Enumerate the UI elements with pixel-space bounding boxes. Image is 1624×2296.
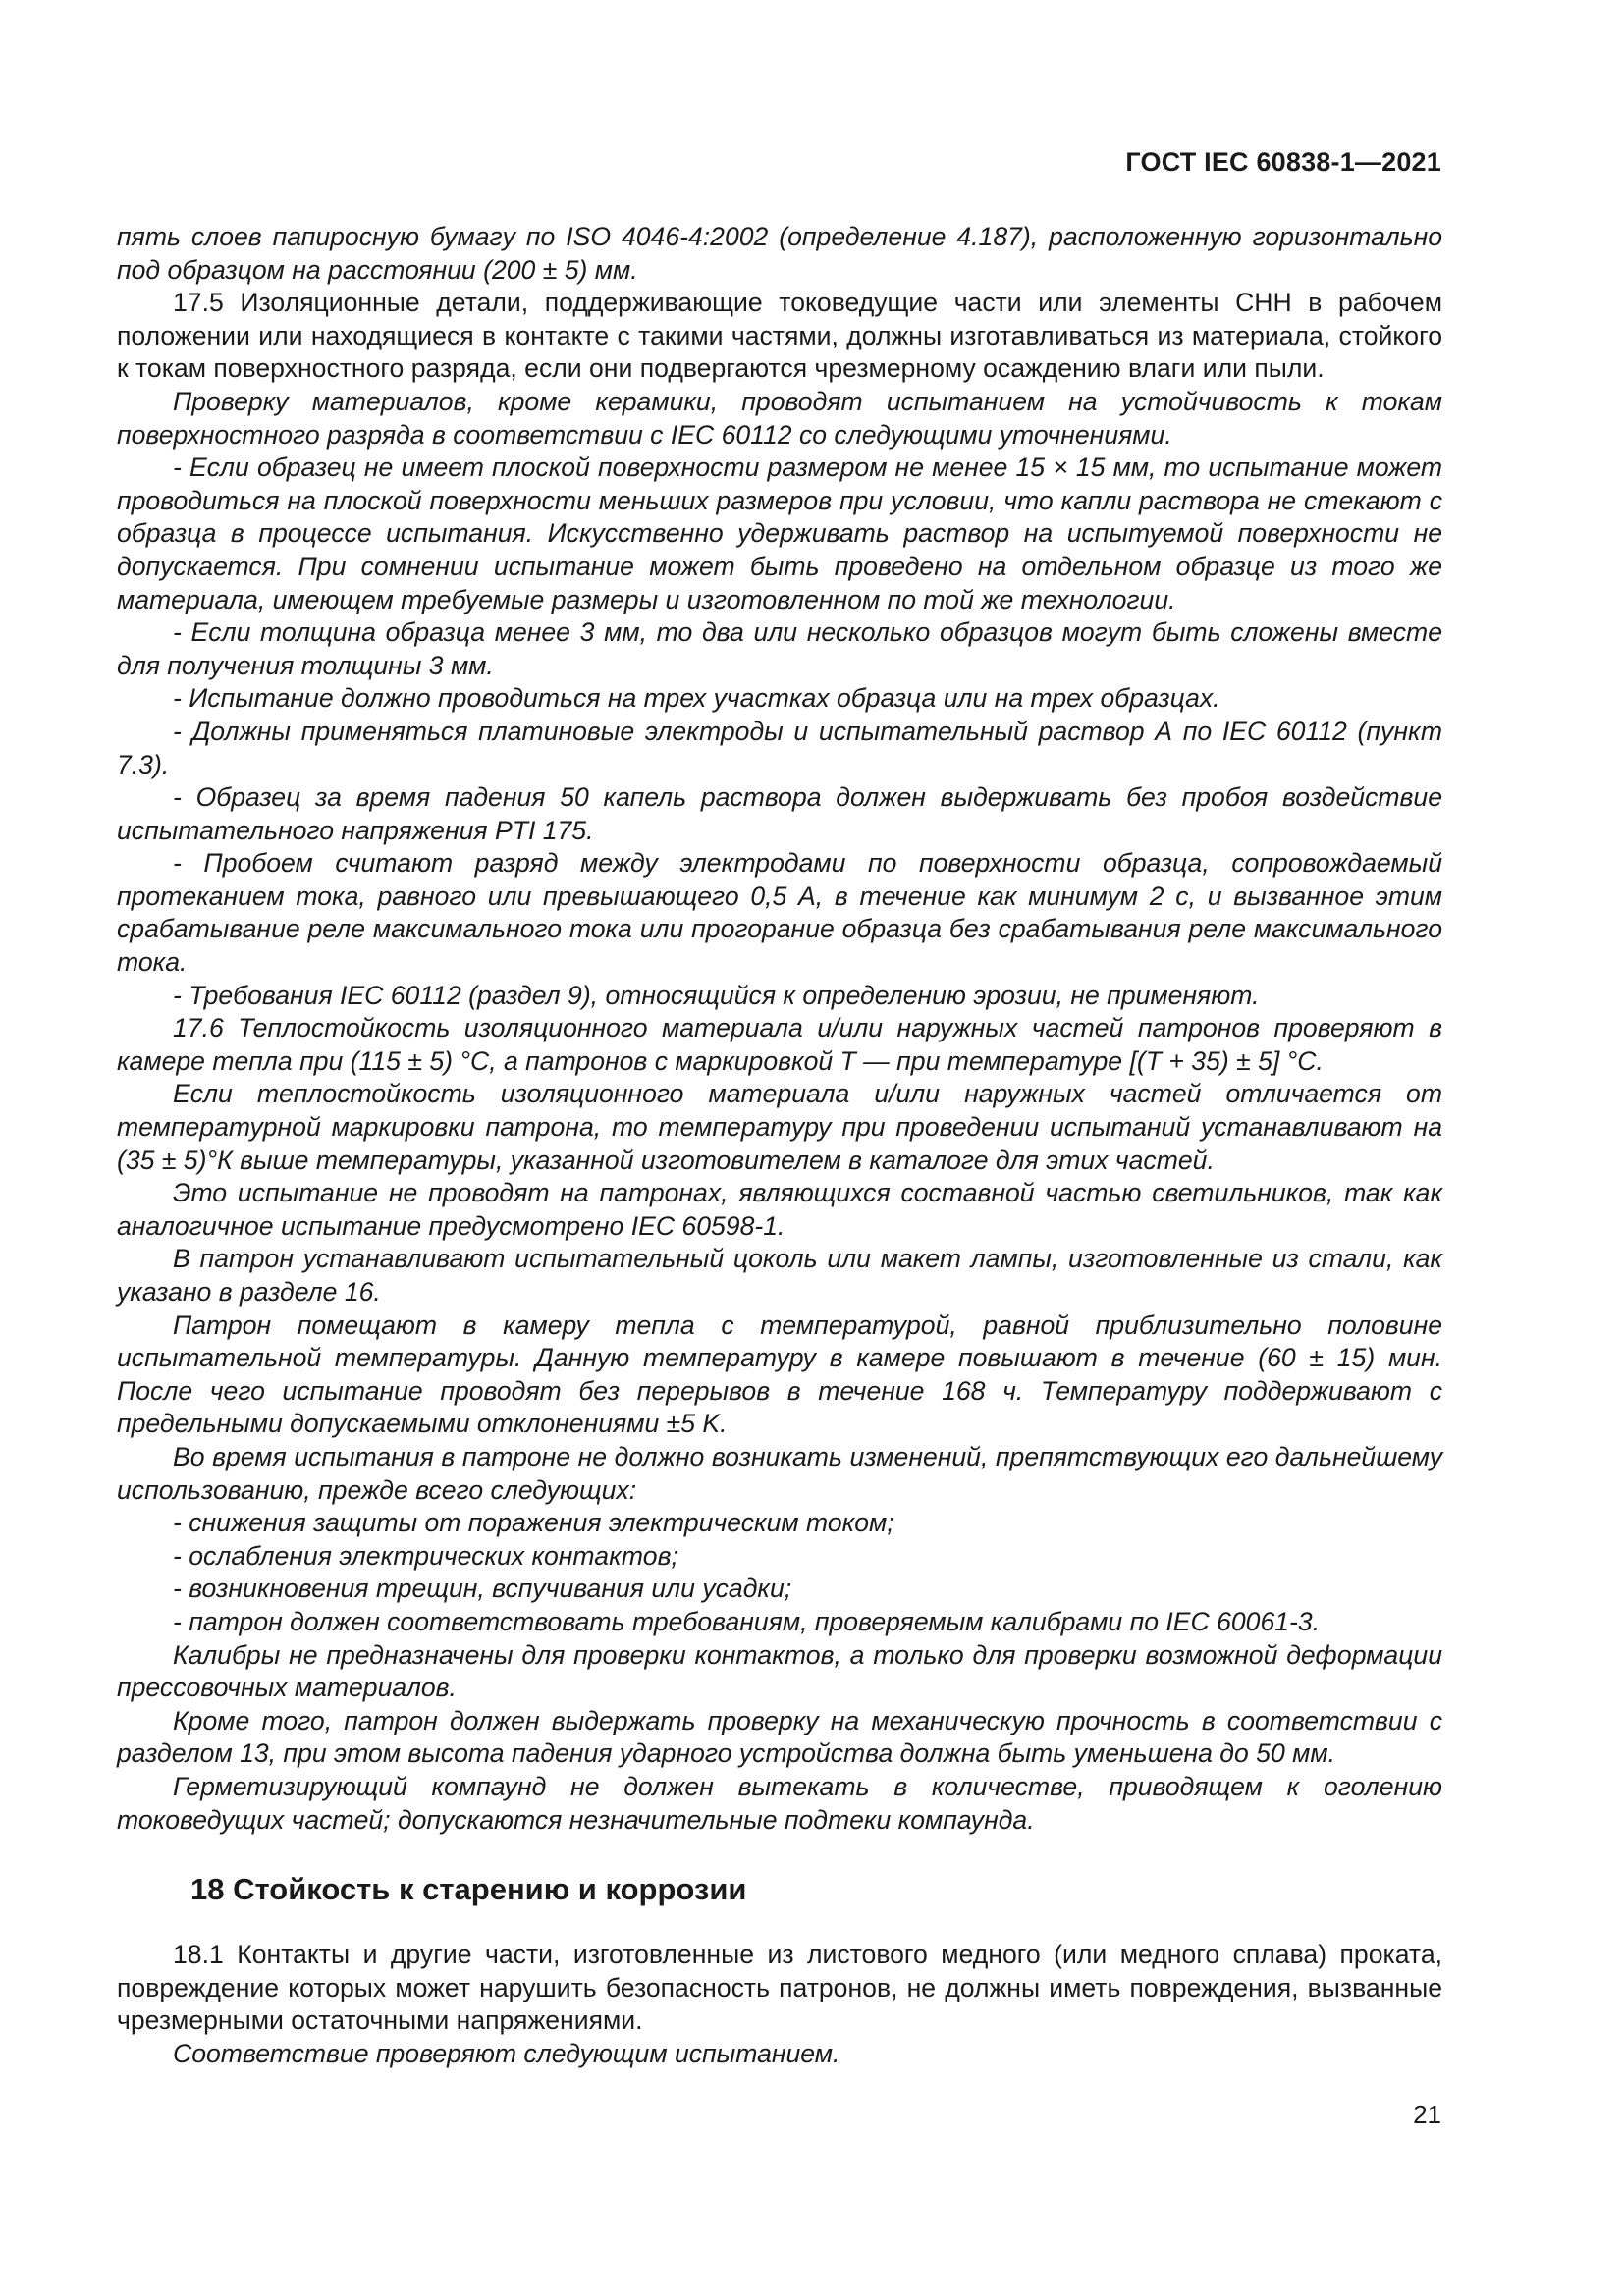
clause-17-6: 17.6 Теплостойкость изоляционного материала и/или наружных частей патронов проверяют в камере тепла при (115 ± 5) °С, а патронов с маркировкой T — при температуре [(T + 35) ± 5] °С. — [117, 1013, 1442, 1076]
list-item: - ослабления электрических контактов; — [173, 1540, 678, 1571]
list-item: - возникновения трещин, вспучивания или усадки; — [173, 1574, 792, 1604]
list-item: - Пробоем считают разряд между электродами по поверхности образца, сопровождаемый протеканием тока, равного или превышающего 0,5 А, в течение как минимум 2 с, и вызванное этим срабатывание реле максимального тока или прогорание образца без срабатывания реле максимального тока. — [117, 848, 1442, 978]
document-standard-header: ГОСТ IEC 60838-1—2021 — [1125, 147, 1441, 177]
test-method-paragraph: Проверку материалов, кроме керамики, проводят испытанием на устойчивость к токам поверхностного разряда в соответствии с IEC 60112 со следующими уточнениями. — [117, 386, 1442, 450]
paragraph: Это испытание не проводят на патронах, являющихся составной частью светильников, так как аналогичное испытание предусмотрено IEC 60598-1. — [117, 1178, 1442, 1241]
list-item: - Должны применяться платиновые электроды и испытательный раствор А по IEC 60112 (пункт 7.3). — [117, 716, 1442, 779]
paragraph-continuation: пять слоев папиросную бумагу по ISO 4046-4:2002 (определение 4.187), расположенную горизонтально под образцом на расстоянии (200 ± 5) мм. — [117, 222, 1442, 285]
paragraph: Во время испытания в патроне не должно возникать изменений, препятствующих его дальнейшему использованию, прежде всего следующих: — [117, 1441, 1442, 1505]
list-item: - Образец за время падения 50 капель раствора должен выдерживать без пробоя воздействие испытательного напряжения PTI 175. — [117, 782, 1442, 845]
test-method-paragraph: Соответствие проверяют следующим испытанием. — [173, 2038, 840, 2068]
document-body — [117, 221, 1442, 2070]
paragraph: В патрон устанавливают испытательный цоколь или макет лампы, изготовленные из стали, как указано в разделе 16. — [117, 1244, 1442, 1307]
page-number: 21 — [1413, 2100, 1441, 2129]
clause-17-5: 17.5 Изоляционные детали, поддерживающие токоведущие части или элементы СНН в рабочем положении или находящиеся в контакте с такими частями, должны изготавливаться из материала, стойкого к токам поверхностного разряда, если они подвергаются чрезмерному осаждению влаги или пыли. — [117, 288, 1442, 384]
paragraph: Патрон помещают в камеру тепла с температурой, равной приблизительно половине испытательной температуры. Данную температуру в камере повышают в течение (60 ± 15) мин. После чего испытание проводят без перерывов в течение 168 ч. Температуру поддерживают с предельными допускаемыми отклонениями ±5 K. — [117, 1309, 1442, 1439]
list-item: - снижения защиты от поражения электрическим током; — [173, 1508, 894, 1538]
list-item: - Испытание должно проводиться на трех участках образца или на трех образцах. — [173, 683, 1220, 714]
paragraph: Герметизирующий компаунд не должен вытекать в количестве, приводящем к оголению токоведущих частей; допускаются незначительные подтеки компаунда. — [117, 1771, 1442, 1835]
list-item: - Если толщина образца менее 3 мм, то два или несколько образцов могут быть сложены вместе для получения толщины 3 мм. — [117, 617, 1442, 680]
clause-18-1: 18.1 Контакты и другие части, изготовленные из листового медного (или медного сплава) проката, повреждение которых может нарушить безопасность патронов, не должны иметь повреждения, вызванные чрезмерными остаточными напряжениями. — [117, 1940, 1442, 2036]
list-item: - патрон должен соответствовать требованиям, проверяемым калибрами по IEC 60061-3. — [173, 1606, 1321, 1636]
paragraph: Калибры не предназначены для проверки контактов, а только для проверки возможной деформации прессовочных материалов. — [117, 1639, 1442, 1703]
list-item: - Если образец не имеет плоской поверхности размером не менее 15 × 15 мм, то испытание может проводиться на плоской поверхности меньших размеров при условии, что капли раствора не стекают с образца в процессе испытания. Искусственно удерживать раствор на испытуемой поверхности не допускается. При сомнении испытание может быть проведено на отдельном образце из того же материала, имеющем требуемые размеры и изготовленном по той же технологии. — [117, 453, 1442, 614]
paragraph: Кроме того, патрон должен выдержать проверку на механическую прочность в соответствии с разделом 13, при этом высота падения ударного устройства должна быть уменьшена до 50 мм. — [117, 1705, 1442, 1769]
section-heading: 18 Стойкость к старению и коррозии — [190, 1872, 747, 1907]
list-item: - Требования IEC 60112 (раздел 9), относящийся к определению эрозии, не применяют. — [173, 980, 1260, 1010]
paragraph: Если теплостойкость изоляционного материала и/или наружных частей отличается от температурной маркировки патрона, то температуру при проведении испытаний устанавливают на (35 ± 5)°К выше температуры, указанной изготовителем в каталоге для этих частей. — [117, 1079, 1442, 1175]
